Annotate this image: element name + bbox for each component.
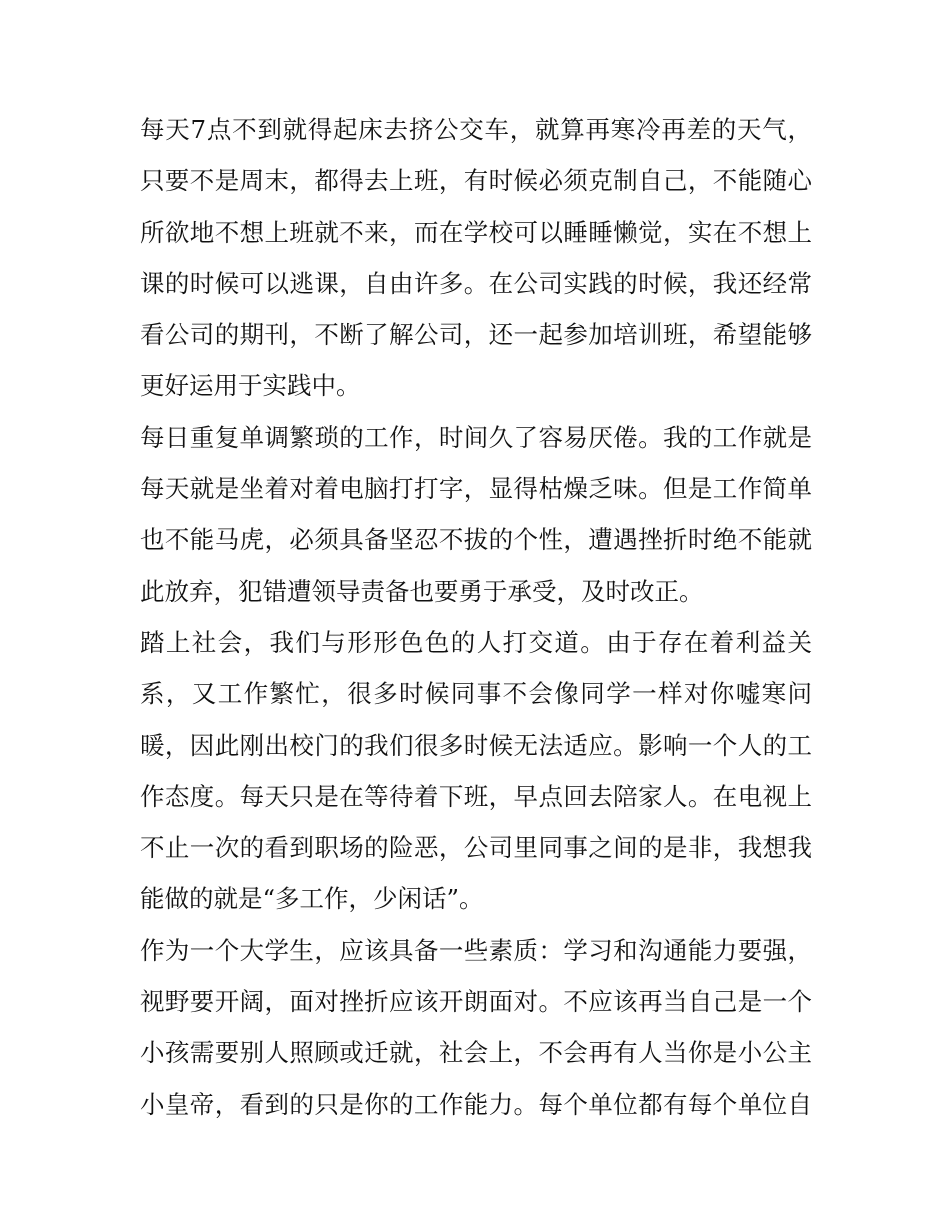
document-body	[140, 104, 812, 1130]
paragraph	[140, 617, 812, 925]
text-line: 也不能马虎，必须具备坚忍不拔的个性，遭遇挫折时绝不能就	[140, 525, 812, 555]
text-line: 每天7点不到就得起床去挤公交车，就算再寒冷再差的天气，	[140, 115, 812, 144]
text-line: 小皇帝，看到的只是你的工作能力。每个单位都有每个单位自	[140, 1089, 812, 1119]
text-line: 小孩需要别人照顾或迁就，社会上，不会再有人当你是小公主	[140, 1038, 812, 1068]
text-line: 不止一次的看到职场的险恶，公司里同事之间的是非，我想我	[140, 833, 812, 863]
text-line: 系，又工作繁忙，很多时候同事不会像同学一样对你嘘寒问	[140, 679, 812, 709]
text-line: 作态度。每天只是在等待着下班，早点回去陪家人。在电视上	[140, 781, 812, 811]
paragraph	[140, 412, 812, 617]
text-line: 能做的就是“多工作，少闲话”。	[140, 884, 484, 914]
paragraph	[140, 925, 812, 1130]
text-line: 踏上社会，我们与形形色色的人打交道。由于存在着利益关	[140, 627, 812, 657]
text-line: 课的时候可以逃课，自由许多。在公司实践的时候，我还经常	[140, 268, 812, 298]
text-line: 作为一个大学生，应该具备一些素质：学习和沟通能力要强，	[140, 935, 812, 965]
text-line: 只要不是周末，都得去上班，有时候必须克制自己，不能随心	[140, 166, 812, 196]
text-line: 每天就是坐着对着电脑打打字，显得枯燥乏味。但是工作简单	[140, 474, 812, 504]
text-line: 更好运用于实践中。	[140, 371, 361, 401]
text-line: 暖，因此刚出校门的我们很多时候无法适应。影响一个人的工	[140, 730, 812, 760]
text-line: 每日重复单调繁琐的工作，时间久了容易厌倦。我的工作就是	[140, 422, 812, 452]
text-line: 此放弃，犯错遭领导责备也要勇于承受，及时改正。	[140, 576, 704, 606]
paragraph	[140, 104, 812, 412]
text-line: 看公司的期刊，不断了解公司，还一起参加培训班，希望能够	[140, 320, 812, 350]
text-line: 所欲地不想上班就不来，而在学校可以睡睡懒觉，实在不想上	[140, 217, 812, 247]
text-line: 视野要开阔，面对挫折应该开朗面对。不应该再当自己是一个	[140, 987, 812, 1017]
